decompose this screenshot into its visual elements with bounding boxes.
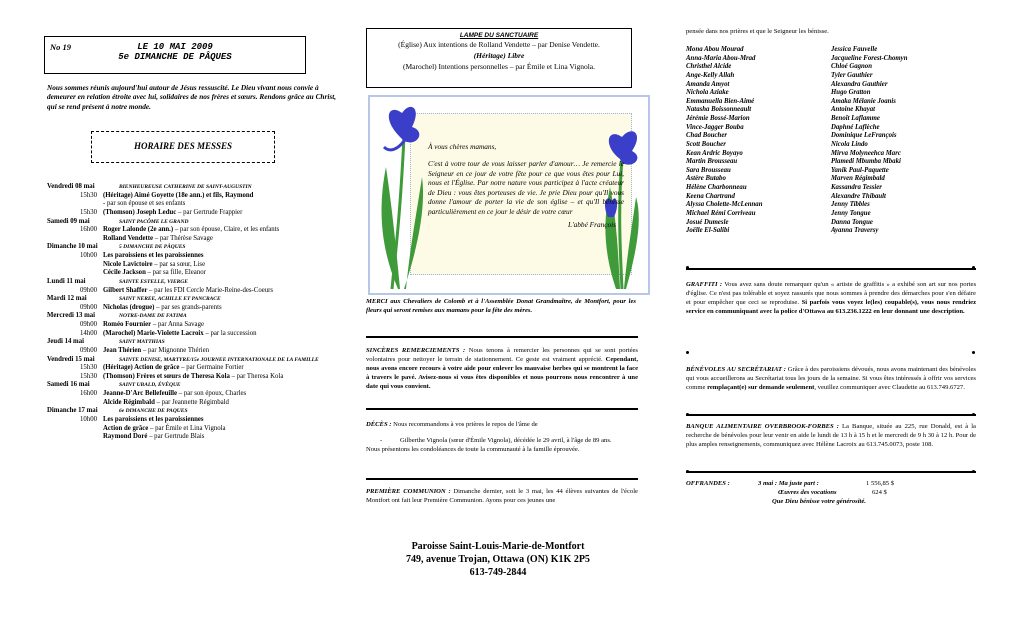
intention-name: Roméo Fournier xyxy=(103,321,152,328)
remerciements-title: SINCÈRES REMERCIEMENTS : xyxy=(366,347,466,354)
schedule-row xyxy=(47,312,347,321)
schedule-time: 09h00 xyxy=(80,286,97,294)
intention-name: Action de grâce xyxy=(103,424,149,432)
intention-name: Jean Thérien xyxy=(103,346,142,354)
deces-item-text: Gilberthe Vignola (sœur d'Émile Vignola), décédée le 29 avril, à l'âge de 89 ans. xyxy=(400,436,612,444)
intention-name: (Marochel) Marie-Violette Lacroix xyxy=(103,329,204,337)
lampe-line-1: (Église) Aux intentions de Rolland Vendette – par Denise Vendette. xyxy=(398,40,600,50)
schedule-saint: NOTRE-DAME DE FATIMA xyxy=(119,313,187,320)
offrandes-row-1 xyxy=(686,480,976,489)
communicant-name: Scott Boucher xyxy=(686,140,726,148)
schedule-saint: SAINT UBALD, ÉVÊQUE xyxy=(119,382,181,389)
schedule-saint: SAINTE ESTELLE, VIERGE xyxy=(119,278,188,285)
communion-section xyxy=(366,488,638,506)
benevoles-section xyxy=(686,366,976,393)
communicant-name: Josué Dumesle xyxy=(686,218,729,226)
schedule-time xyxy=(47,261,103,270)
lampe-sanctuaire-box xyxy=(366,28,632,88)
intention-name: (Thomson) Joseph Leduc xyxy=(103,208,177,216)
bulletin-date: LE 10 MAI 2009 xyxy=(137,42,213,52)
list-dash: - xyxy=(380,436,383,444)
intention-name: (Héritage) Action de grâce xyxy=(103,364,180,372)
schedule-saint: SAINT PACÔME LE GRAND xyxy=(119,218,189,225)
spacer xyxy=(686,489,778,498)
deces-title: DÉCÈS : xyxy=(366,421,392,428)
schedule-row xyxy=(47,416,347,425)
schedule-time xyxy=(47,399,103,408)
schedule-row xyxy=(47,200,347,209)
schedule-time xyxy=(47,433,103,442)
communicant-name: Emmanuella Bien-Aimé xyxy=(686,97,755,105)
deces-section xyxy=(366,421,638,455)
card-signature: L'abbé François xyxy=(568,220,616,230)
banque-title: BANQUE ALIMENTAIRE OVERBROOK-FORBES : xyxy=(686,423,839,430)
intention-name: Nicole Lavictoire xyxy=(103,260,153,268)
communicant-name: Hélène Charbonneau xyxy=(686,184,747,191)
schedule-row xyxy=(47,183,347,192)
communicant-name: Amanda Amyot xyxy=(686,80,730,88)
schedule-time: 10h00 xyxy=(80,415,97,423)
communicant-name: Michael Rémi Corriveau xyxy=(686,209,756,217)
section-divider xyxy=(366,336,638,338)
horaire-title: HORAIRE DES MESSES xyxy=(133,141,233,152)
banque-section xyxy=(686,423,976,450)
communicant-name: Plamedi Mbumba Mbaki xyxy=(831,158,901,166)
intention-name: Gilbert Shaffer xyxy=(103,286,148,294)
deces-item xyxy=(366,437,638,446)
schedule-saint: BIENHEUREUSE CATHERINE DE SAINT-AUGUSTIN xyxy=(119,184,252,190)
graffiti-text: Vous avez sans doute remarquer qu'un « artiste de graffitis » a exhibé son art sur nos portes d'église. Ce n'est pas tolérable et soyez rassurés que nous sommes à prendre des démarches pour s'en défaire et pour empêcher que ceci se reproduise. xyxy=(686,281,977,306)
schedule-time: 15h30 xyxy=(80,191,97,199)
card-body: C'est à votre tour de vous laisser parler d'amour… Je remercie le Seigneur en ce jour de votre fête pour ce que vous êtes pour Lui, nous et l'Église. Par notre nature vous participez à l'acte créateur de Dieu : vous êtes porteuses de vie. Je prie Dieu pour qu'Il vous donne l'amour de porter la vie de son église – et qu'Il bénisse particulièrement en ce jour le désir de votre cœur xyxy=(428,159,624,216)
parish-phone: 613-749-2844 xyxy=(469,567,527,578)
communion-title: PREMIÈRE COMMUNION : xyxy=(366,488,451,495)
parish-address: 749, avenue Trojan, Ottawa (ON) K1K 2P5 xyxy=(406,554,590,565)
communicant-name: Vince-Jagger Bouba xyxy=(686,123,744,131)
mass-schedule xyxy=(47,183,347,442)
schedule-row xyxy=(47,407,347,416)
schedule-row xyxy=(47,226,347,235)
schedule-time: 09h00 xyxy=(80,346,97,354)
schedule-intention: Gilbert Shaffer – par les FDI Cercle Marie-Reine-des-Coeurs xyxy=(103,286,274,294)
lampe-title: LAMPE DU SANCTUAIRE xyxy=(459,32,539,39)
schedule-day: Dimanche 10 mai xyxy=(47,243,98,251)
schedule-day: Samedi 16 mai xyxy=(47,381,90,389)
deces-text: Nous recommandons à vos prières le repos de l'âme de xyxy=(393,421,538,428)
banque-text: La Banque, située au 225, rue Donald, est à la recherche de bénévoles pour leur venir en aide le lundi de 13 h à 15 h et le mercredi de 9 h 30 à 12 h. Pour de plus amples renseignements, communiquez avec Hélène Lacroix au 613.745.0073, poste 108. xyxy=(686,423,976,448)
schedule-row xyxy=(47,235,347,244)
bullet-dot xyxy=(686,351,689,354)
lampe-line-3: (Marochel) Intentions personnelles – par Émile et Lina Vignola. xyxy=(402,62,596,72)
communicant-name: Dominique LeFrançois xyxy=(831,132,897,140)
communicant-name: Alexandre Thibault xyxy=(831,192,886,200)
schedule-row xyxy=(47,321,347,330)
offrandes-row1-value: 1 556,85 $ xyxy=(866,480,895,487)
schedule-intention: (Héritage) Action de grâce – par Germaine Fortier xyxy=(103,364,244,372)
schedule-row xyxy=(47,399,347,408)
benevoles-after: , veuillez communiquer avec Claudette au 613.749.6727. xyxy=(814,383,965,391)
schedule-day: Mardi 12 mai xyxy=(47,295,87,303)
schedule-intention: (Thomson) Joseph Leduc – par Gertrude Frappier xyxy=(103,208,243,216)
benevoles-bold: remplaçant(e) sur demande seulement xyxy=(707,383,815,391)
schedule-intention: (Marochel) Marie-Violette Lacroix – par la succession xyxy=(103,329,257,337)
offrandes-row2-label: Œuvres des vocations xyxy=(778,488,837,496)
communicant-name: Mona Abou Mourad xyxy=(686,46,744,53)
merci-paragraph: MERCI aux Chevaliers de Colomb et à l'Assemblée Donat Grandmaître, de Montfort, pour les fleurs qui seront remises aux mamans pour la fête des mères. xyxy=(366,298,636,314)
schedule-row xyxy=(47,243,347,252)
schedule-row xyxy=(47,252,347,261)
intention-name: Alcide Régimbald xyxy=(103,398,155,406)
bullet-dot xyxy=(686,470,689,473)
mothers-day-card xyxy=(368,95,650,295)
communicant-name: Daphné Laflèche xyxy=(831,123,880,131)
bullet-dot xyxy=(686,266,689,269)
communicant-name: Natasha Boissonneault xyxy=(686,106,752,114)
schedule-saint: SAINT NEREE, ACHILLE ET PANCRACE xyxy=(119,296,221,303)
communicant-name: Yanik Paul-Paquette xyxy=(831,166,889,174)
graffiti-section xyxy=(686,281,976,317)
remerciements-bold: Cependant, nous avons encore recours à votre aide pour enlever les mauvaise herbes qui se montrent la face à travers le pavé. Avisez-nous si vous êtes disponibles et nous pourrons nous rencontrer à une date qui vous convient. xyxy=(366,355,638,390)
schedule-row xyxy=(47,390,347,399)
intention-name: (Thomson) Frères et sœurs de Theresa Kola xyxy=(103,372,230,380)
bullet-dot xyxy=(972,413,975,416)
parish-footer xyxy=(366,540,630,579)
schedule-row xyxy=(47,209,347,218)
offrandes-row2-value: 624 $ xyxy=(872,488,887,496)
schedule-time: 15h30 xyxy=(80,364,97,372)
schedule-intention: (Héritage) Aimé Goyette (18e ann.) et fils, Raymond xyxy=(103,191,254,199)
schedule-time: 15h30 xyxy=(80,372,97,380)
schedule-intention: (Thomson) Frères et sœurs de Theresa Kola – par Theresa Kola xyxy=(103,372,284,380)
communicant-name: Danna Tongue xyxy=(831,218,873,226)
communicant-name: Mirva Molyneehca Marc xyxy=(831,149,901,157)
schedule-day: Vendredi 08 mai xyxy=(47,183,95,190)
benevoles-text: Grâce à des paroissiens dévoués, nous avons maintenant des bénévoles qui vous accueillerons au Secrétariat tous les jours de la semaine. Si vous êtes intéressés à offrir vos services comme xyxy=(686,366,976,391)
names-left-column xyxy=(686,46,831,236)
lampe-line-2: (Héritage) Libre xyxy=(473,51,525,61)
schedule-row xyxy=(47,218,347,227)
schedule-row xyxy=(47,278,347,287)
schedule-time: 14h00 xyxy=(80,329,97,337)
schedule-day: Samedi 09 mai xyxy=(47,217,90,225)
schedule-row xyxy=(47,269,347,278)
communicant-name: Jenny Tongue xyxy=(831,209,871,217)
intention-name: Jeanne-D'Arc Bellefeuille xyxy=(103,390,178,397)
issue-number: No 19 xyxy=(50,42,72,52)
intro-paragraph: Nous sommes réunis aujourd'hui autour de Jésus ressuscité. Le Dieu vivant nous convie à demeurer en relation étroite avec lui, solidaires de nos frères et sœurs. Rendons grâce au Christ, qui se rend présent à notre monde. xyxy=(47,83,337,111)
schedule-row xyxy=(47,381,347,390)
intention-name: Nicholas (drogue) xyxy=(103,303,155,311)
communicant-name: Jacqueline Forest-Chomyn xyxy=(831,54,908,62)
communicant-name: Marven Régimbald xyxy=(831,175,885,183)
schedule-intention: Rolland Vendette – par Thérèse Savage xyxy=(103,234,213,242)
schedule-row xyxy=(47,364,347,373)
communicant-name: Alyssa Cholette-McLennan xyxy=(686,201,763,209)
section-divider xyxy=(366,478,638,480)
section-divider xyxy=(366,408,638,410)
schedule-row xyxy=(47,433,347,442)
schedule-day: Mercredi 13 mai xyxy=(47,312,96,320)
communicant-name: Ayanna Traversy xyxy=(831,227,879,235)
schedule-row xyxy=(47,425,347,434)
header-date-block xyxy=(45,42,305,63)
schedule-intention: Raymond Doré – par Gertrude Blais xyxy=(103,433,205,441)
schedule-day: Jeudi 14 mai xyxy=(47,338,85,346)
communicant-name: Astère Butabo xyxy=(686,175,726,183)
schedule-intention: Roger Lalonde (2e ann.) – par son épouse, Claire, et les enfants xyxy=(103,226,280,234)
offrandes-row1-label: 3 mai : Ma juste part : xyxy=(758,480,819,487)
schedule-time xyxy=(47,200,103,209)
communicant-name: Benoît Laflamme xyxy=(831,115,880,122)
communicant-name: Jessica Fauvelle xyxy=(831,46,878,53)
schedule-intention: Roméo Fournier – par Anna Savage xyxy=(103,321,204,328)
schedule-time: 09h00 xyxy=(80,321,97,328)
schedule-saint: 5 DIMANCHE DE PÂQUES xyxy=(119,244,186,251)
card-message xyxy=(428,142,624,230)
communicant-name: Nichola Aziake xyxy=(686,89,729,97)
schedule-saint: SAINTE DENISE, MARTYRE/15e JOURNEE INTERNATIONALE DE LA FAMILLE xyxy=(119,356,319,363)
schedule-day: Vendredi 15 mai xyxy=(47,355,95,363)
communicant-name: Amaka Mélanie Joanis xyxy=(831,97,896,105)
communicant-name: Sara Brousseau xyxy=(686,166,731,174)
schedule-time xyxy=(47,425,103,434)
schedule-row xyxy=(47,373,347,382)
communicant-name: Chloé Gagnon xyxy=(831,63,872,71)
schedule-intention: Jean Thérien – par Mignonne Thérien xyxy=(103,346,210,354)
remerciements-section xyxy=(366,347,638,391)
communicant-name: Jérémie Bossé-Marion xyxy=(686,115,750,122)
schedule-saint: 6e DIMANCHE DE PAQUES xyxy=(119,408,188,415)
schedule-time: 09h00 xyxy=(80,303,97,311)
schedule-row xyxy=(47,287,347,296)
bullet-dot xyxy=(972,351,975,354)
schedule-intention: Action de grâce – par Émile et Lina Vignola xyxy=(103,424,226,432)
benevoles-title: BÉNÉVOLES AU SECRÉTARIAT : xyxy=(686,366,786,373)
section-divider xyxy=(686,414,976,416)
communicant-name: Antoine Khayat xyxy=(831,106,876,114)
graffiti-title: GRAFFITI : xyxy=(686,281,723,288)
offrandes-title: OFFRANDES : xyxy=(686,480,730,487)
schedule-row xyxy=(47,304,347,313)
schedule-time: 16h00 xyxy=(80,390,97,397)
schedule-row xyxy=(47,261,347,270)
schedule-intention: Alcide Régimbald – par Jeannette Régimbald xyxy=(103,398,229,406)
bullet-dot xyxy=(686,413,689,416)
intention-name: Rolland Vendette xyxy=(103,234,154,242)
schedule-row xyxy=(47,330,347,339)
iris-left-icon xyxy=(382,107,424,289)
communicant-name: Nicola Lindo xyxy=(831,140,868,148)
graffiti-bold: Si parfois vous voyez le(les) coupable(s), vous nous rendriez service en communiquant avec la police d'Ottawa au 613.236.1222 en leur donnant une description. xyxy=(686,298,977,315)
schedule-row xyxy=(47,192,347,201)
communicant-name: Anna-Maria Abou-Mrad xyxy=(686,54,756,62)
communicant-name: Joëlle El-Salibi xyxy=(686,227,730,235)
bulletin-header-box xyxy=(44,36,306,74)
communicant-name: Kean Ardric Boyayo xyxy=(686,149,743,157)
communicant-name: Ange-Kelly Allah xyxy=(686,71,735,79)
horaire-box xyxy=(91,131,275,163)
schedule-time: 15h30 xyxy=(80,208,97,216)
intention-name: Raymond Doré xyxy=(103,433,148,441)
offrandes-closing: Que Dieu bénisse votre générosité. xyxy=(772,497,866,505)
liturgical-sunday: 5e DIMANCHE DE PÂQUES xyxy=(118,52,232,63)
intention-name: Cécile Jackson xyxy=(103,269,146,277)
offrandes-row-2 xyxy=(686,489,976,498)
schedule-day: Dimanche 17 mai xyxy=(47,407,98,415)
communicant-name: Keena Chartrand xyxy=(686,192,735,200)
col3-continuation: pensée dans nos prières et que le Seigneur les bénisse. xyxy=(686,28,829,35)
schedule-intention: Nicholas (drogue) – par ses grands-parents xyxy=(103,303,222,311)
bullet-dot xyxy=(972,470,975,473)
communicant-name: Tyler Gauthier xyxy=(831,71,873,79)
schedule-time xyxy=(47,235,103,244)
names-right-column xyxy=(831,46,976,236)
schedule-intention: Les paroissiens et les paroissiennes xyxy=(103,252,204,259)
schedule-day: Lundi 11 mai xyxy=(47,277,86,285)
schedule-time: 16h00 xyxy=(80,226,97,234)
schedule-row xyxy=(47,356,347,365)
parish-name: Paroisse Saint-Louis-Marie-de-Montfort xyxy=(411,541,585,552)
communion-names xyxy=(686,46,976,236)
remerciements-text: Nous tenons à remercier les personnes qui se sont portées volontaires pour nettoyer le terrain de stationnement. Ce geste est vraiment apprécié. xyxy=(366,347,638,363)
schedule-saint: SAINT MATTHIAS xyxy=(119,339,165,346)
deces-after: Nous présentons les condoléances de toute la communauté à la famille éprouvée. xyxy=(366,445,580,453)
schedule-row xyxy=(47,295,347,304)
schedule-intention: Cécile Jackson – par sa fille, Eleanor xyxy=(103,269,206,277)
schedule-row xyxy=(47,338,347,347)
communicant-name: Alexandra Gauthier xyxy=(831,80,888,88)
communicant-name: Kassandra Tessier xyxy=(831,184,882,191)
schedule-time: 10h00 xyxy=(80,252,97,259)
communicant-name: Chad Boucher xyxy=(686,132,727,140)
communicant-name: Hugo Gratton xyxy=(831,89,871,97)
section-divider xyxy=(686,471,976,473)
communion-text: Dimanche dernier, soit le 3 mai, les 44 élèves suivantes de l'école Montfort ont fait leur Première Communion. Ayons pour ces jeunes une xyxy=(366,488,638,504)
schedule-row xyxy=(47,347,347,356)
schedule-intention: - par son épouse et ses enfants xyxy=(103,200,186,208)
schedule-intention: Jeanne-D'Arc Bellefeuille – par son époux, Charles xyxy=(103,390,247,397)
section-divider xyxy=(686,268,976,270)
communicant-name: Jenny Tibbles xyxy=(831,201,870,209)
communicant-name: Christhel Alcide xyxy=(686,63,732,71)
card-greeting: À vous chères mamans, xyxy=(428,142,497,151)
offrandes-section xyxy=(686,480,976,507)
communicant-name: Martin Brousseau xyxy=(686,158,738,166)
intention-name: Roger Lalonde (2e ann.) xyxy=(103,226,174,234)
schedule-intention: Nicole Lavictoire – par sa sœur, Lise xyxy=(103,260,206,268)
schedule-time xyxy=(47,269,103,278)
bullet-dot xyxy=(972,266,975,269)
schedule-intention: Les paroissiens et les paroissiennes xyxy=(103,415,204,423)
